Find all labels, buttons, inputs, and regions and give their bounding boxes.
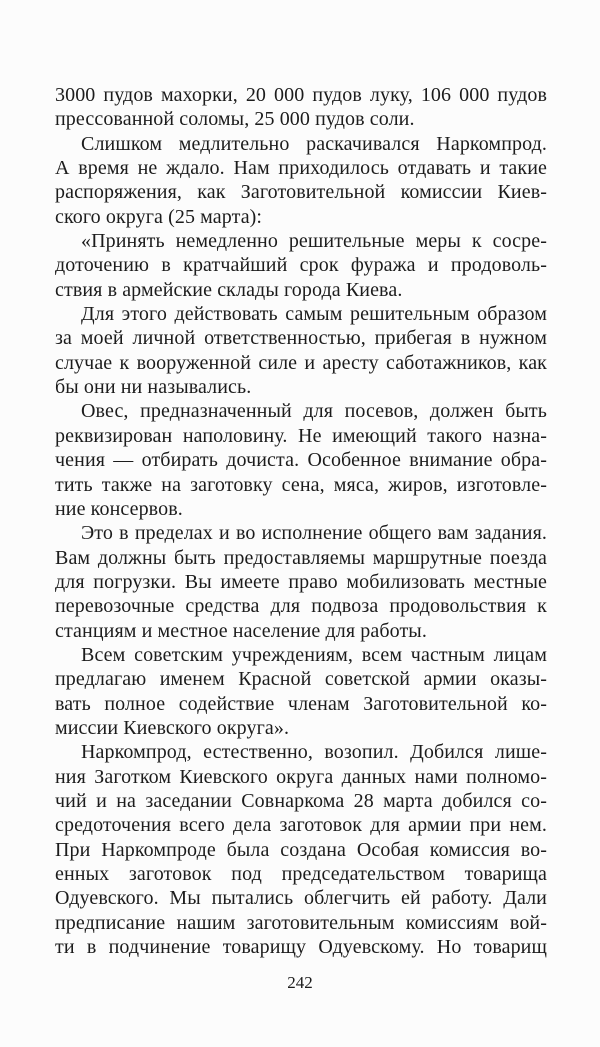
text-line: Вам должны быть предоставляемы маршрутные поезда <box>55 546 547 569</box>
text-line: ние консервов. <box>55 497 183 520</box>
text-line: Слишком медлительно раскачивался Наркомпрод. <box>81 132 547 155</box>
text-line: средоточения всего дела заготовок для армии при нем. <box>55 814 547 837</box>
text-line: предлагаю именем Красной советской армии оказы- <box>55 668 547 691</box>
text-line: вать полное содействие членам Заготовительной ко- <box>55 692 547 715</box>
text-line: чения — отбирать дочиста. Особенное внимание обра- <box>55 449 547 472</box>
text-line: чий и на заседании Совнаркома 28 марта добился со- <box>55 789 547 812</box>
text-line: енных заготовок под председательством товарища <box>55 863 547 885</box>
text-line: перевозочные средства для подвоза продовольствия к <box>55 595 547 618</box>
text-line: доточению в кратчайший срок фуража и продоволь- <box>55 254 547 277</box>
page-number: 242 <box>287 973 313 992</box>
text-line: Наркомпрод, естественно, возопил. Добился лише- <box>81 741 547 764</box>
text-line: реквизирован наполовину. Не имеющий такого назна- <box>55 424 547 447</box>
text-line: Это в пределах и во исполнение общего вам задания. <box>81 522 547 545</box>
text-line: миссии Киевского округа». <box>55 716 290 739</box>
text-line: тить также на заготовку сена, мяса, жиров, изготовле- <box>55 473 547 496</box>
page-text <box>55 83 547 959</box>
text-line: Одуевского. Мы пытались облегчить ей работу. Дали <box>55 887 547 910</box>
text-line: прессованной соломы, 25 000 пудов соли. <box>55 108 415 131</box>
text-line: бы они ни назывались. <box>55 376 252 399</box>
text-line: 3000 пудов махорки, 20 000 пудов луку, 106 000 пудов <box>55 84 547 106</box>
text-line: Всем советским учреждениям, всем частным лицам <box>81 643 547 666</box>
text-line: ти в подчинение товарищу Одуевскому. Но товарищ <box>55 936 547 959</box>
text-line: Для этого действовать самым решительным образом <box>81 303 547 326</box>
text-line: станциям и местное население для работы. <box>55 619 427 642</box>
text-line: Овес, предназначенный для посевов, должен быть <box>81 400 547 423</box>
text-line: предписание нашим заготовительным комиссиям вой- <box>55 911 547 934</box>
text-line: распоряжения, как Заготовительной комиссии Киев- <box>55 181 547 204</box>
text-line: ствия в армейские склады города Киева. <box>55 278 403 301</box>
text-line: случае к вооруженной силе и аресту саботажников, как <box>55 351 547 374</box>
text-line: ния Заготком Киевского округа данных нами полномо- <box>55 765 547 788</box>
text-line: для погрузки. Вы имеете право мобилизовать местные <box>55 570 547 593</box>
text-line: «Принять немедленно решительные меры к сосре- <box>81 230 547 253</box>
text-line: за моей личной ответственностью, прибегая в нужном <box>55 327 547 350</box>
text-line: ского округа (25 марта): <box>55 205 263 228</box>
text-line: При Наркомпроде была создана Особая комиссия во- <box>55 838 547 861</box>
text-line: А время не ждало. Нам приходилось отдавать и такие <box>55 157 547 180</box>
